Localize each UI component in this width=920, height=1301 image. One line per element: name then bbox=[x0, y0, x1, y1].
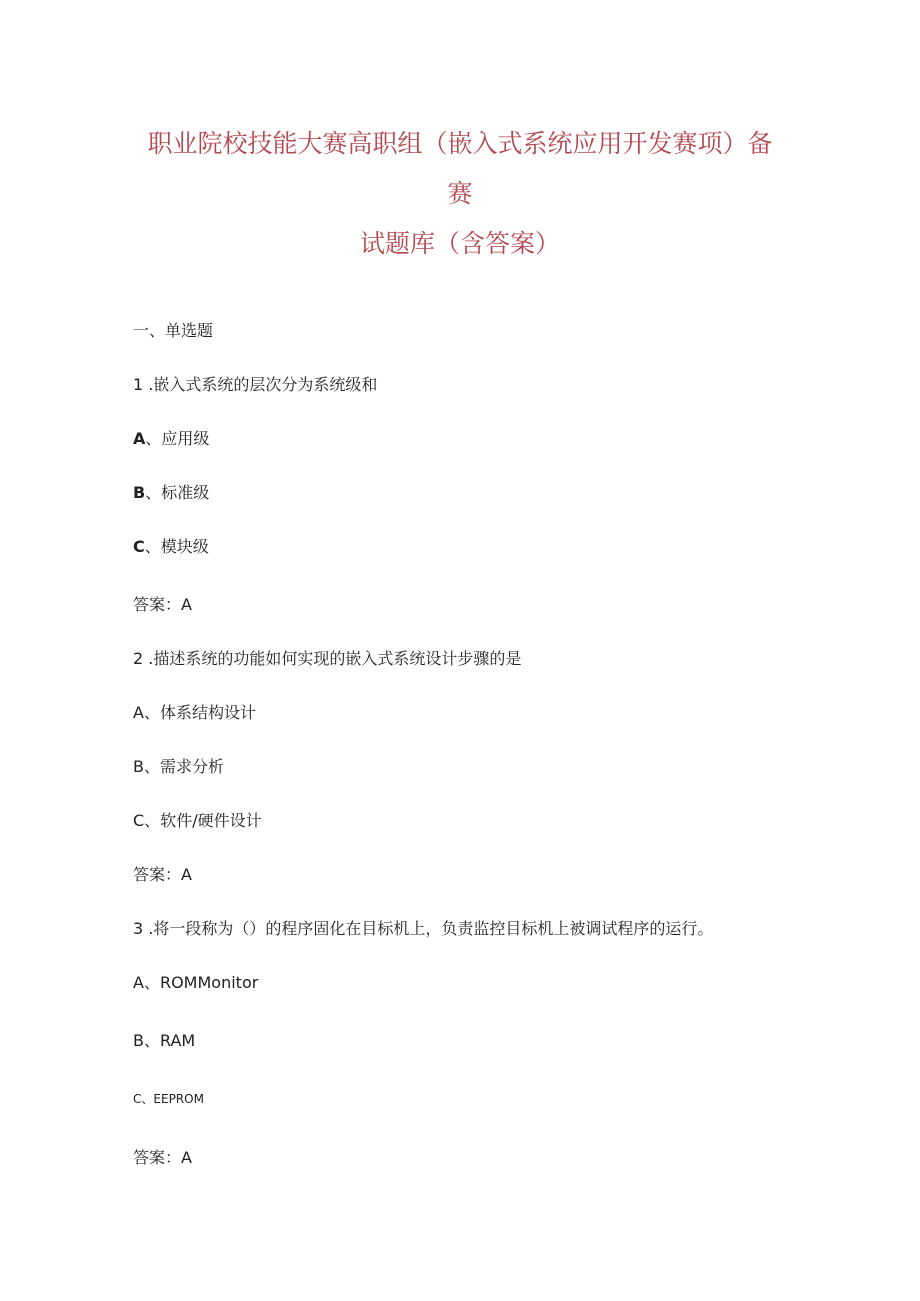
question-2-answer: 答案：A bbox=[133, 865, 192, 884]
option-letter: B bbox=[133, 757, 144, 776]
option-letter: C bbox=[133, 537, 145, 556]
question-3-option-c bbox=[133, 1090, 204, 1107]
question-3-option-a bbox=[133, 970, 258, 993]
question-2-option-b bbox=[133, 754, 224, 777]
option-letter: A bbox=[133, 973, 144, 992]
option-letter: B bbox=[133, 1031, 144, 1050]
option-text: RAM bbox=[160, 1031, 196, 1050]
document-title-line-3: 试题库（含答案） bbox=[359, 229, 560, 258]
question-3-text: 3 .将一段称为（）的程序固化在目标机上，负责监控目标机上被调试程序的运行。 bbox=[133, 919, 714, 938]
option-separator: 、 bbox=[143, 973, 160, 992]
option-text: 应用级 bbox=[161, 429, 210, 448]
option-letter: C bbox=[133, 1092, 142, 1106]
document-title-line-2: 赛 bbox=[447, 179, 473, 208]
section-heading: 一、单选题 bbox=[133, 321, 214, 340]
option-separator: 、 bbox=[141, 1092, 154, 1106]
option-letter: A bbox=[133, 429, 146, 448]
option-text: 标准级 bbox=[161, 483, 210, 502]
question-1-text: 1 .嵌入式系统的层次分为系统级和 bbox=[133, 375, 378, 394]
question-2-option-c bbox=[133, 808, 262, 831]
option-separator: 、 bbox=[143, 757, 160, 776]
option-separator: 、 bbox=[143, 1031, 160, 1050]
option-letter: C bbox=[133, 811, 145, 830]
option-letter: A bbox=[133, 703, 144, 722]
option-letter: B bbox=[133, 483, 146, 502]
question-3-option-b bbox=[133, 1028, 195, 1051]
question-1-option-c bbox=[133, 534, 209, 557]
option-text: ROMMonitor bbox=[159, 973, 259, 992]
question-1-option-a bbox=[133, 426, 209, 449]
document-title-line-1: 职业院校技能大赛高职组（嵌入式系统应用开发赛项）备 bbox=[147, 129, 773, 158]
option-text: 模块级 bbox=[160, 537, 209, 556]
question-1-answer: 答案：A bbox=[133, 595, 192, 614]
option-separator: 、 bbox=[143, 703, 160, 722]
question-2-option-a bbox=[133, 700, 256, 723]
option-separator: 、 bbox=[145, 429, 162, 448]
question-1-option-b bbox=[133, 480, 209, 503]
option-separator: 、 bbox=[144, 537, 161, 556]
option-separator: 、 bbox=[145, 483, 162, 502]
question-2-text: 2 .描述系统的功能如何实现的嵌入式系统设计步骤的是 bbox=[133, 649, 522, 668]
option-text: EEPROM bbox=[153, 1092, 204, 1106]
option-text: 需求分析 bbox=[160, 757, 225, 776]
option-text: 体系结构设计 bbox=[159, 703, 256, 722]
option-text: 软件/硬件设计 bbox=[160, 811, 262, 830]
question-3-answer: 答案：A bbox=[133, 1148, 192, 1167]
option-separator: 、 bbox=[144, 811, 161, 830]
